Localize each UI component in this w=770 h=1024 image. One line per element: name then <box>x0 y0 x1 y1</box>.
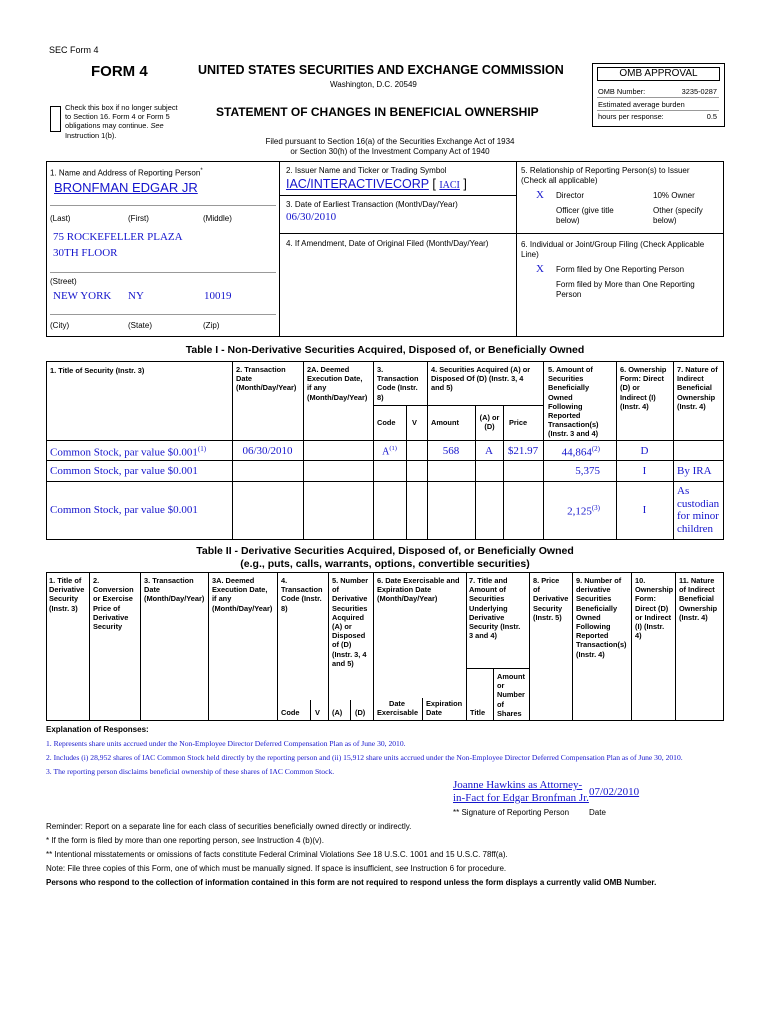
t1-r1-price: $21.97 <box>507 445 539 457</box>
t1-sub-amount: Amount <box>431 418 459 427</box>
zip-label: (Zip) <box>203 321 220 330</box>
sec-form-label: SEC Form 4 <box>49 45 99 55</box>
t2-col4-header: 4. Transaction Code (Instr. 8) <box>281 576 323 613</box>
issuer-label: 2. Issuer Name and Ticker or Trading Symbol <box>286 166 447 175</box>
t2-col9-header: 9. Number of derivative Securities Beneficially Owned Following Reported Transaction(s) (Instr. 4) <box>576 576 627 659</box>
t2-col10-header: 10. Ownership Form: Direct (D) or Indirect (I) (Instr. 4) <box>635 576 674 641</box>
t1-col4-header: 4. Securities Acquired (A) or Disposed Of (D) (Instr. 3, 4 and 5) <box>431 365 531 393</box>
table-2-title: Table II - Derivative Securities Acquired, Disposed of, or Beneficially Owned (e.g., puts, calls, warrants, options, convertible securities) <box>196 545 574 570</box>
t1-col3-header: 3. Transaction Code (Instr. 8) <box>377 365 419 402</box>
no-longer-subject-checkbox[interactable] <box>50 106 61 132</box>
t1-r2-nature: By IRA <box>677 465 712 477</box>
t2-col3-header: 3. Transaction Date (Month/Day/Year) <box>144 576 205 604</box>
omb-number-label: OMB Number: <box>598 87 646 96</box>
checkbox-text: Check this box if no longer subject to Section 16. Form 4 or Form 5 obligations may continue. See Instruction 1(b). <box>65 103 178 140</box>
t2-col7-header: 7. Title and Amount of Securities Underlying Derivative Security (Instr. 3 and 4) <box>469 576 521 641</box>
t2-sub-title: Title <box>470 708 486 717</box>
t1-r1-title: Common Stock, par value $0.001$^{(1)}$ <box>50 445 207 459</box>
reporting-person-label: 1. Name and Address of Reporting Person* <box>50 168 203 178</box>
t1-col1-header: 1. Title of Security (Instr. 3) <box>50 366 145 375</box>
signature-name[interactable]: Joanne Hawkins as Attorney- in-Fact for Edgar Bronfman Jr. <box>453 779 589 804</box>
footnote-star-2: ** Intentional misstatements or omissions of facts constitute Federal Criminal Violations See 18 U.S.C. 1001 and 15 U.S.C. 78ff(a). <box>46 850 508 859</box>
more-reporting-persons-label: Form filed by More than One Reporting Person <box>556 280 695 299</box>
t1-col2a-header: 2A. Deemed Execution Date, if any (Month/Day/Year) <box>307 365 368 402</box>
t2-col11-header: 11. Nature of Indirect Beneficial Ownership (Instr. 4) <box>679 576 718 622</box>
signature-label: ** Signature of Reporting Person <box>453 808 570 817</box>
form-title: FORM 4 <box>91 63 148 80</box>
middle-label: (Middle) <box>203 214 232 223</box>
footnote-note: Note: File three copies of this Form, one of which must be manually signed. If space is insufficient, see Instruction 6 for procedure. <box>46 864 507 873</box>
state-label: (State) <box>128 321 153 330</box>
city-value: NEW YORK <box>53 290 112 302</box>
omb-hours-label: hours per response: <box>598 112 664 121</box>
t2-col5-header: 5. Number of Derivative Securities Acquired (A) or Disposed of (D) (Instr. 3, 4 and 5) <box>332 576 369 668</box>
issuer-name-line: IAC/INTERACTIVECORP [ IACI ] <box>286 177 467 191</box>
t2-col6-header: 6. Date Exercisable and Expiration Date (Month/Day/Year) <box>377 576 460 604</box>
explanation-note-3: 3. The reporting person disclaims beneficial ownership of these shares of IAC Common Stock. <box>46 767 335 776</box>
t2-sub-v: V <box>315 708 320 717</box>
omb-approval-box <box>592 63 725 127</box>
t2-sub-code: Code <box>281 708 300 717</box>
t2-col1-header: 1. Title of Derivative Security (Instr. 3) <box>49 576 85 613</box>
omb-title: OMB APPROVAL <box>597 67 720 81</box>
filed-pursuant-text: Filed pursuant to Section 16(a) of the Securities Exchange Act of 1934 or Section 30(h) of the Investment Company Act of 1940 <box>265 137 515 156</box>
one-reporting-person-check-mark[interactable]: X <box>536 263 544 275</box>
t1-col2-header: 2. Transaction Date (Month/Day/Year) <box>236 365 297 393</box>
ten-percent-owner-label: 10% Owner <box>653 191 695 200</box>
t1-r1-amount: 568 <box>442 445 460 457</box>
omb-disclaimer: Persons who respond to the collection of information contained in this form are not required to respond unless the form displays a currently valid OMB Number. <box>46 878 657 887</box>
explanation-title: Explanation of Responses: <box>46 725 149 734</box>
statement-title: STATEMENT OF CHANGES IN BENEFICIAL OWNERSHIP <box>216 105 539 119</box>
t1-r2-owned: 5,375 <box>575 465 600 477</box>
street-label: (Street) <box>50 277 77 286</box>
t1-r2-form: I <box>642 465 647 477</box>
t2-sub-d: (D) <box>355 708 366 717</box>
t1-r2-title: Common Stock, par value $0.001 <box>50 465 198 477</box>
t2-sub-date-exercisable: Date Exercisable <box>377 699 419 718</box>
director-label: Director <box>556 191 585 200</box>
one-reporting-person-label: Form filed by One Reporting Person <box>556 265 685 274</box>
street-line-2: 30TH FLOOR <box>53 247 118 259</box>
table-1-title: Table I - Non-Derivative Securities Acquired, Disposed of, or Beneficially Owned <box>185 344 585 356</box>
state-value: NY <box>128 290 144 302</box>
amendment-label: 4. If Amendment, Date of Original Filed (Month/Day/Year) <box>286 239 489 248</box>
commission-title: UNITED STATES SECURITIES AND EXCHANGE COMMISSION <box>198 63 564 77</box>
omb-number-value: 3235-0287 <box>681 87 717 96</box>
omb-burden-label: Estimated average burden <box>598 100 685 109</box>
t1-r3-nature: As custodian for minor children <box>677 485 720 535</box>
footnote-star-1: * If the form is filed by more than one reporting person, see Instruction 4 (b)(v). <box>46 836 324 845</box>
other-label: Other (specify below) <box>653 206 703 225</box>
t1-sub-code: Code <box>377 418 396 427</box>
signature-date: 07/02/2010 <box>589 786 640 798</box>
t2-sub-a: (A) <box>332 708 343 717</box>
reminder-text: Reminder: Report on a separate line for each class of securities beneficially owned directly or indirectly. <box>46 822 412 831</box>
commission-city: Washington, D.C. 20549 <box>330 80 417 89</box>
ticker-symbol[interactable]: IACI <box>439 180 460 191</box>
t1-r3-form: I <box>642 504 647 516</box>
t1-sub-v: V <box>412 418 417 427</box>
relationship-label: 5. Relationship of Reporting Person(s) to Issuer (Check all applicable) <box>521 166 690 185</box>
t2-col2-header: 2. Conversion or Exercise Price of Derivative Security <box>93 576 134 632</box>
t1-r3-owned: 2,125$^{(3)}$ <box>567 504 600 518</box>
earliest-transaction-date: 06/30/2010 <box>286 211 337 223</box>
officer-label: Officer (give title below) <box>556 206 614 225</box>
last-label: (Last) <box>50 214 71 223</box>
street-line-1: 75 ROCKEFELLER PLAZA <box>53 231 183 243</box>
zip-value: 10019 <box>204 290 232 302</box>
t2-sub-amount: Amount or Number of Shares <box>497 672 525 718</box>
filing-type-label: 6. Individual or Joint/Group Filing (Check Applicable Line) <box>521 240 705 259</box>
t1-r1-date: 06/30/2010 <box>242 445 293 457</box>
t2-sub-expiration: Expiration Date <box>426 699 463 718</box>
director-check-mark[interactable]: X <box>536 189 544 201</box>
t1-sub-price: Price <box>509 418 528 427</box>
t1-r1-code: $A^{(1)}$ <box>382 445 397 458</box>
earliest-transaction-label: 3. Date of Earliest Transaction (Month/Day/Year) <box>286 200 458 209</box>
explanation-note-2: 2. Includes (i) 28,952 shares of IAC Common Stock held directly by the reporting person and (ii) 15,912 share units accrued under the Non-Employee Director Deferred Compensation Plan as of June 30, 2010. <box>46 753 683 762</box>
issuer-name[interactable]: IAC/INTERACTIVECORP <box>286 177 429 191</box>
t1-r1-form: D <box>640 445 649 457</box>
t2-col3a-header: 3A. Deemed Execution Date, if any (Month/Day/Year) <box>212 576 273 613</box>
t1-col6-header: 6. Ownership Form: Direct (D) or Indirect (I) (Instr. 4) <box>620 365 667 411</box>
t1-col5-header: 5. Amount of Securities Beneficially Owned Following Reported Transaction(s) (Instr. 3 and 4) <box>548 365 599 439</box>
city-label: (City) <box>50 321 70 330</box>
reporting-person-name[interactable]: BRONFMAN EDGAR JR <box>54 180 198 195</box>
explanation-note-1: 1. Represents share units accrued under the Non-Employee Director Deferred Compensation Plan as of June 30, 2010. <box>46 739 406 748</box>
signature-date-label: Date <box>589 808 606 817</box>
t1-col7-header: 7. Nature of Indirect Beneficial Ownership (Instr. 4) <box>677 365 718 411</box>
t2-col8-header: 8. Price of Derivative Security (Instr. 5) <box>533 576 569 622</box>
t1-r1-a-or-d: A <box>485 445 493 457</box>
omb-hours-value: 0.5 <box>706 112 717 121</box>
first-label: (First) <box>128 214 149 223</box>
t1-r3-title: Common Stock, par value $0.001 <box>50 504 198 516</box>
t1-sub-a-or-d: (A) or (D) <box>479 413 500 432</box>
t1-r1-owned: 44,864$^{(2)}$ <box>561 445 600 459</box>
